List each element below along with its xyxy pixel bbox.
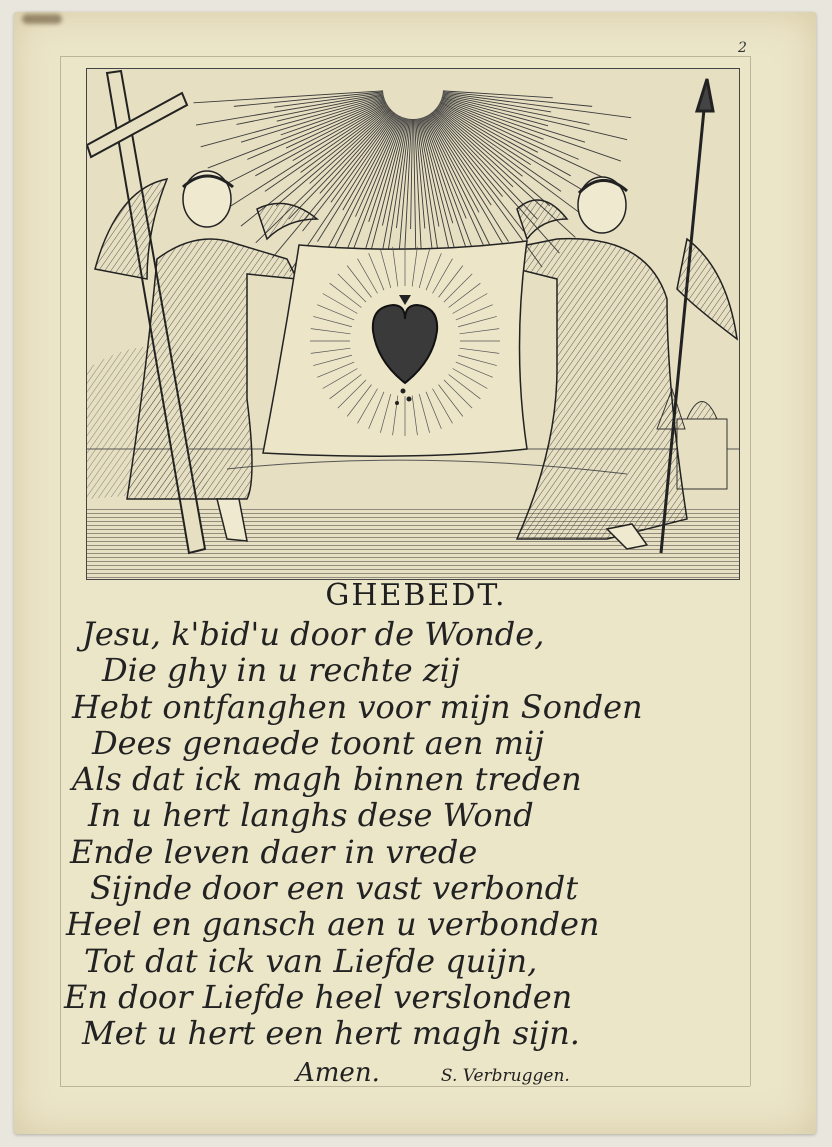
poem-line: Dees genaede toont aen mij: [92, 723, 545, 762]
prayer-title: GHEBEDT.: [325, 578, 507, 613]
closing-amen: Amen.: [296, 1058, 380, 1088]
sacred-heart-engraving: [87, 69, 739, 579]
signature-line: [296, 1058, 570, 1088]
poem-line: Tot dat ick van Liefde quijn,: [84, 941, 538, 980]
plate-edge-right: [750, 56, 751, 1086]
ink-stain: [22, 14, 62, 24]
poem-line: Sijnde door een vast verbondt: [90, 869, 579, 908]
poem-line: Hebt ontfanghen voor mijn Sonden: [72, 687, 643, 726]
corner-mark: 2: [738, 40, 747, 56]
engraving-illustration: [86, 68, 740, 580]
plate-edge-left: [60, 56, 61, 1086]
poem-line: Als dat ick magh binnen treden: [72, 760, 582, 799]
poem-line: In u hert langhs dese Wond: [88, 796, 534, 835]
poem-line: Heel en gansch aen u verbonden: [66, 905, 600, 944]
prayer-poem: [62, 616, 742, 1052]
poem-line: En door Liefde heel verslonden: [64, 977, 573, 1016]
poem-line: Ende leven daer in vrede: [70, 832, 478, 871]
poem-line: Die ghy in u rechte zij: [102, 651, 460, 690]
plate-edge-top: [60, 56, 750, 57]
poem-line: Met u hert een hert magh sijn.: [82, 1014, 580, 1053]
poem-line: Jesu, k'bid'u door de Wonde,: [82, 615, 545, 653]
engraver-signature: S. Verbruggen.: [440, 1066, 570, 1086]
